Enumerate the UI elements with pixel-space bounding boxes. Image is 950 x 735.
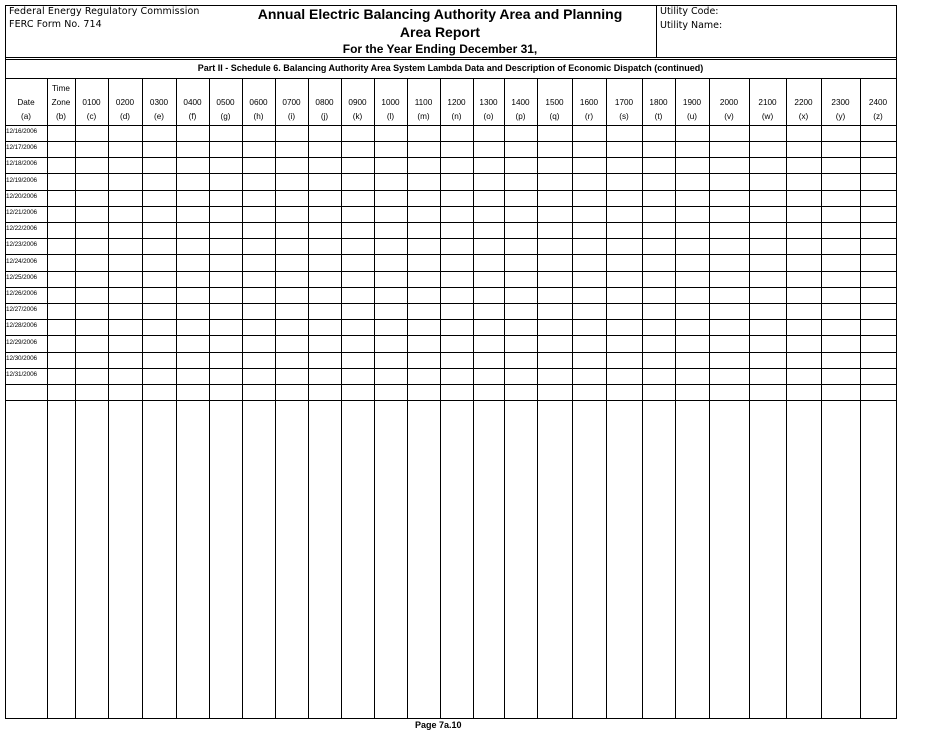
column-header-label: 0200 <box>115 98 135 107</box>
column-header-code: (s) <box>619 112 629 121</box>
utility-name-label: Utility Name: <box>660 20 723 31</box>
column-header-label: 1200 <box>447 98 466 107</box>
column-header-label: 0700 <box>282 98 301 107</box>
column-header-code: (z) <box>873 112 883 121</box>
column-header-label: 1900 <box>682 98 702 107</box>
column-header-code: (j) <box>320 112 329 121</box>
utility-box-divider <box>656 5 657 58</box>
row-date: 12/22/2006 <box>6 225 37 232</box>
title-line-1: Annual Electric Balancing Authority Area and Planning <box>257 6 623 22</box>
column-header-code: (v) <box>724 112 734 121</box>
column-divider <box>374 78 375 719</box>
column-divider <box>440 78 441 719</box>
section-title-top-border <box>5 59 897 60</box>
table-row-divider <box>5 303 897 304</box>
table-row-divider <box>5 271 897 272</box>
column-header-label: 0400 <box>183 98 202 107</box>
row-date: 12/16/2006 <box>6 128 37 135</box>
column-divider <box>47 78 48 719</box>
column-header-code: (k) <box>352 112 363 121</box>
column-header-label: 0100 <box>82 98 101 107</box>
column-divider <box>749 78 750 719</box>
form-number: FERC Form No. 714 <box>9 19 102 30</box>
column-header-label: 0800 <box>315 98 334 107</box>
row-date: 12/31/2006 <box>6 371 37 378</box>
table-row-divider <box>5 400 897 401</box>
report-subtitle: For the Year Ending December 31, <box>342 42 538 56</box>
column-divider <box>308 78 309 719</box>
column-divider <box>675 78 676 719</box>
row-date: 12/20/2006 <box>6 193 37 200</box>
column-header-label: 1600 <box>579 98 599 107</box>
column-divider <box>108 78 109 719</box>
column-divider <box>275 78 276 719</box>
table-row-divider <box>5 335 897 336</box>
column-header-code: (i) <box>287 112 296 121</box>
table-row-divider <box>5 222 897 223</box>
table-row-divider <box>5 319 897 320</box>
column-header-bottom-border <box>5 125 897 126</box>
column-header-label: 2100 <box>758 98 777 107</box>
column-header-label: 1000 <box>381 98 400 107</box>
table-row-divider <box>5 238 897 239</box>
column-header-label: 0600 <box>249 98 268 107</box>
column-divider <box>504 78 505 719</box>
frame-right-border <box>896 5 897 719</box>
column-header-code: (u) <box>686 112 697 121</box>
column-header-code: (p) <box>515 112 526 121</box>
column-header-label: 1700 <box>614 98 634 107</box>
table-row-divider <box>5 287 897 288</box>
row-date: 12/21/2006 <box>6 209 37 216</box>
column-header-code: (e) <box>153 112 164 121</box>
table-row-divider <box>5 141 897 142</box>
table-row-divider <box>5 173 897 174</box>
column-divider <box>407 78 408 719</box>
column-header-label: 1300 <box>479 98 498 107</box>
column-divider <box>606 78 607 719</box>
row-date: 12/18/2006 <box>6 160 37 167</box>
page-title <box>205 5 675 41</box>
agency-name: Federal Energy Regulatory Commission <box>9 6 200 17</box>
header-bottom-border <box>5 57 897 58</box>
table-row-divider <box>5 206 897 207</box>
column-header-label: 0900 <box>348 98 367 107</box>
row-date: 12/27/2006 <box>6 306 37 313</box>
section-title: Part II - Schedule 6. Balancing Authority Area System Lambda Data and Description of Economic Dispatch (continued) <box>197 63 704 73</box>
row-date: 12/28/2006 <box>6 322 37 329</box>
title-line-2: Area Report <box>399 24 481 40</box>
row-date: 12/24/2006 <box>6 258 37 265</box>
table-row-divider <box>5 157 897 158</box>
column-header-label: Time Zone <box>51 84 71 107</box>
column-divider <box>341 78 342 719</box>
column-divider <box>75 78 76 719</box>
column-header-label: 1500 <box>545 98 564 107</box>
column-divider <box>537 78 538 719</box>
table-row-divider <box>5 384 897 385</box>
column-header-label: 2000 <box>719 98 739 107</box>
column-header-label: Date <box>17 98 35 107</box>
column-header-code: (r) <box>584 112 594 121</box>
column-header-code: (d) <box>119 112 130 121</box>
column-header-code: (o) <box>483 112 494 121</box>
column-header-top-border <box>5 78 897 79</box>
column-header-label: 2400 <box>868 98 888 107</box>
column-header-code: (n) <box>451 112 462 121</box>
column-header-code: (g) <box>220 112 231 121</box>
column-header-label: 1100 <box>414 98 433 107</box>
column-divider <box>242 78 243 719</box>
row-date: 12/26/2006 <box>6 290 37 297</box>
row-date: 12/17/2006 <box>6 144 37 151</box>
column-header-label: 2300 <box>831 98 850 107</box>
column-header-label: 1400 <box>511 98 530 107</box>
column-header-code: (h) <box>253 112 264 121</box>
column-header-label: 0300 <box>149 98 169 107</box>
column-header-label: 0500 <box>216 98 235 107</box>
column-divider <box>142 78 143 719</box>
column-header-code: (m) <box>417 112 430 121</box>
row-date: 12/19/2006 <box>6 177 37 184</box>
row-date: 12/30/2006 <box>6 355 37 362</box>
table-row-divider <box>5 190 897 191</box>
column-header-code: (w) <box>761 112 774 121</box>
column-divider <box>860 78 861 719</box>
column-divider <box>473 78 474 719</box>
row-date: 12/29/2006 <box>6 339 37 346</box>
column-header-code: (c) <box>86 112 97 121</box>
column-header-code: (q) <box>549 112 560 121</box>
utility-code-label: Utility Code: <box>660 6 719 17</box>
column-divider <box>209 78 210 719</box>
column-divider <box>821 78 822 719</box>
frame-bottom-border <box>5 718 897 719</box>
table-row-divider <box>5 368 897 369</box>
column-divider <box>642 78 643 719</box>
column-divider <box>176 78 177 719</box>
column-divider <box>786 78 787 719</box>
column-header-code: (t) <box>654 112 663 121</box>
column-header-code: (x) <box>798 112 809 121</box>
frame-top-border <box>5 5 897 6</box>
column-divider <box>572 78 573 719</box>
table-row-divider <box>5 254 897 255</box>
column-divider <box>709 78 710 719</box>
row-date: 12/25/2006 <box>6 274 37 281</box>
table-row-divider <box>5 352 897 353</box>
column-header-code: (l) <box>386 112 395 121</box>
page-number: Page 7a.10 <box>415 720 462 730</box>
column-header-label: 2200 <box>794 98 813 107</box>
column-header-code: (a) <box>20 112 31 121</box>
column-header-code: (y) <box>835 112 846 121</box>
column-header-label: 1800 <box>649 98 668 107</box>
row-date: 12/23/2006 <box>6 241 37 248</box>
column-header-code: (f) <box>188 112 197 121</box>
column-header-code: (b) <box>55 112 66 121</box>
